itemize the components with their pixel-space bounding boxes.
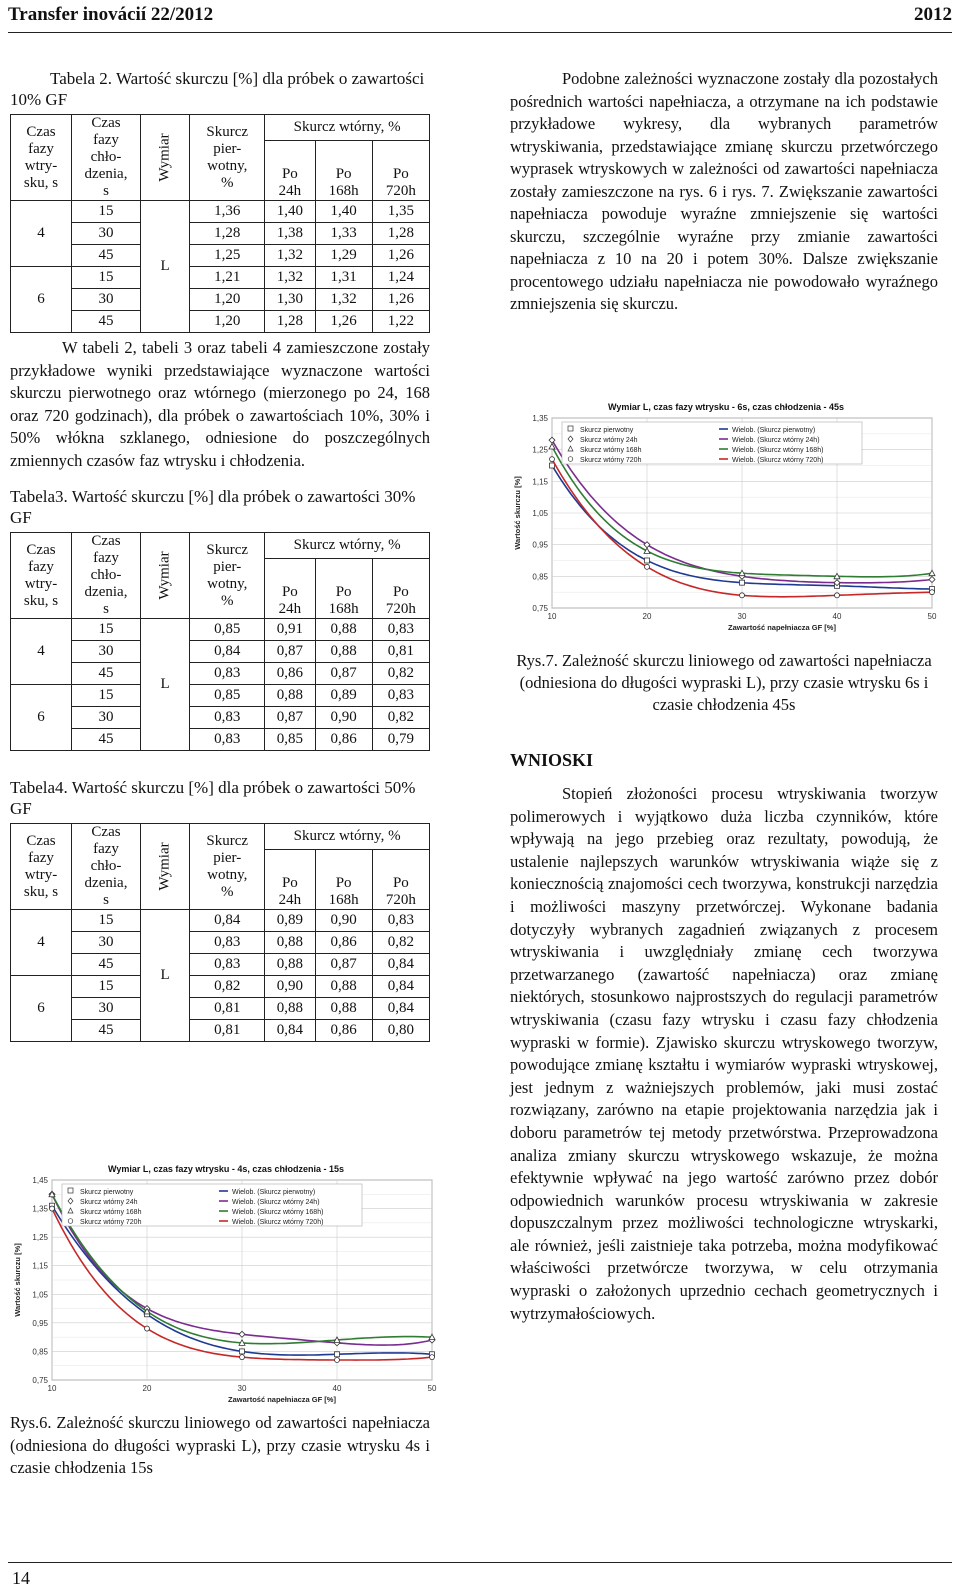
y-axis-label: Wartość skurczu [%] [513, 476, 522, 550]
cell-value: 0,86 [315, 1020, 372, 1042]
data-point [930, 590, 935, 595]
cell-value: 0,84 [372, 976, 429, 998]
right-column [510, 68, 938, 316]
table-row [11, 267, 430, 289]
cell-value: 0,85 [190, 619, 265, 641]
cell-chlodzenie: 30 [72, 289, 141, 311]
cell-value: 0,84 [190, 910, 265, 932]
chart6-title: Wymiar L, czas fazy wtrysku - 4s, czas chłodzenia - 15s [108, 1164, 344, 1174]
header-po-hours [315, 850, 372, 910]
hdr-line: fazy [93, 841, 119, 857]
cell-value: 0,88 [315, 641, 372, 663]
hdr-po: Po [392, 166, 409, 182]
figure6-chart [10, 1164, 442, 1410]
hdr-line: dzenia, [84, 166, 128, 182]
cell-value: 0,87 [265, 641, 315, 663]
hdr-line: wotny, [207, 866, 248, 883]
hdr-line: wotny, [207, 157, 248, 174]
header-po-hours [372, 559, 429, 619]
x-tick-label: 40 [832, 612, 842, 621]
table-row [11, 245, 430, 267]
hdr-hours: 24h [278, 183, 302, 199]
header-po-hours [315, 559, 372, 619]
hdr-line: pier- [213, 140, 242, 157]
x-tick-label: 30 [737, 612, 747, 621]
cell-value: 1,20 [190, 289, 265, 311]
fig7-caption: Rys.7. Zależność skurczu liniowego od zawartości napełniacza (odniesiona do długości wypraski L), przy czasie wtrysku 6s i czasie chłodzenia 45s [516, 651, 932, 714]
cell-value: 0,88 [315, 619, 372, 641]
hdr-line: sku, s [23, 592, 59, 609]
cell-wymiar: L [141, 619, 190, 751]
hdr-hours: 720h [385, 601, 416, 617]
y-axis-label: Wartość skurczu [%] [13, 1243, 22, 1317]
cell-wtrysk: 6 [11, 267, 72, 333]
wymiar-label: Wymiar [156, 551, 173, 600]
hdr-line: fazy [93, 132, 119, 148]
table2 [10, 114, 430, 333]
legend-label: Skurcz wtórny 168h [580, 447, 642, 454]
cell-value: 0,84 [372, 998, 429, 1020]
cell-value: 1,22 [372, 311, 429, 333]
hdr-line: Czas [26, 123, 56, 140]
x-axis-label: Zawartość napełniacza GF [%] [728, 623, 836, 632]
wnioski-title: WNIOSKI [510, 750, 594, 770]
cell-value: 0,90 [315, 707, 372, 729]
legend-label: Skurcz wtórny 720h [580, 457, 642, 464]
hdr-line: pier- [213, 558, 242, 575]
hdr-hours: 168h [328, 601, 359, 617]
y-tick-label: 0,85 [532, 572, 548, 582]
table-row [11, 223, 430, 245]
cell-value: 1,35 [372, 201, 429, 223]
header-po-hours [372, 850, 429, 910]
journal-title: Transfer inovácií 22/2012 [8, 4, 214, 25]
left-paragraph: W tabeli 2, tabeli 3 oraz tabeli 4 zamieszczone zostały przykładowe wyniki przedstawiające wyznaczone wartości skurczu pierwotnego oraz wtórnego (mierzonego po 24, 168 oraz 720 godzinach), dla próbek o zawartościach 10%, 30% i 50% włókna szklanego, odniesione do poszczególnych zmiennych czasów faz wtrysku i chłodzenia. [10, 338, 430, 470]
cell-value: 0,88 [265, 998, 315, 1020]
cell-value: 0,83 [190, 729, 265, 751]
header-skurcz-wtorny: Skurcz wtórny, % [265, 824, 430, 850]
x-tick-label: 10 [547, 612, 557, 621]
hdr-line: Czas [91, 533, 121, 549]
header-skurcz-wtorny: Skurcz wtórny, % [265, 115, 430, 141]
cell-value: 0,84 [190, 641, 265, 663]
cell-value: 0,83 [190, 663, 265, 685]
y-tick-label: 1,25 [532, 445, 548, 455]
cell-value: 1,21 [190, 267, 265, 289]
cell-value: 0,87 [315, 954, 372, 976]
hdr-line: wotny, [207, 575, 248, 592]
hdr-line: % [221, 174, 234, 191]
y-tick-label: 1,15 [532, 477, 548, 487]
x-tick-label: 30 [237, 1384, 247, 1393]
journal-year: 2012 [914, 4, 952, 25]
cell-value: 0,88 [265, 685, 315, 707]
y-tick-label: 0,85 [32, 1347, 48, 1357]
cell-value: 1,25 [190, 245, 265, 267]
wymiar-label: Wymiar [156, 133, 173, 182]
cell-chlodzenie: 15 [72, 685, 141, 707]
header-po-hours [265, 559, 315, 619]
legend-label: Wielob. (Skurcz wtórny 168h) [732, 447, 824, 454]
cell-value: 0,89 [315, 685, 372, 707]
hdr-line: Czas [91, 824, 121, 840]
cell-value: 1,32 [265, 267, 315, 289]
table-row [11, 619, 430, 641]
x-tick-label: 50 [427, 1384, 437, 1393]
hdr-line: wtry- [24, 866, 58, 883]
cell-chlodzenie: 15 [72, 201, 141, 223]
hdr-po: Po [335, 584, 352, 600]
hdr-po: Po [281, 875, 298, 891]
hdr-po: Po [281, 584, 298, 600]
cell-value: 1,36 [190, 201, 265, 223]
cell-value: 0,90 [315, 910, 372, 932]
hdr-line: fazy [93, 550, 119, 566]
legend-label: Skurcz wtórny 720h [80, 1219, 142, 1226]
cell-value: 0,84 [372, 954, 429, 976]
cell-value: 1,38 [265, 223, 315, 245]
cell-chlodzenie: 30 [72, 932, 141, 954]
wymiar-label: Wymiar [156, 842, 173, 891]
table-row [11, 729, 430, 751]
cell-value: 0,81 [190, 998, 265, 1020]
legend-label: Skurcz wtórny 24h [580, 437, 638, 444]
x-tick-label: 20 [142, 1384, 152, 1393]
data-point [550, 457, 555, 462]
header-skurcz-pierwotny [190, 824, 265, 910]
cell-value: 0,81 [372, 641, 429, 663]
cell-value: 0,82 [190, 976, 265, 998]
y-tick-label: 1,15 [32, 1261, 48, 1271]
legend-marker [68, 1188, 73, 1193]
y-tick-label: 0,75 [532, 604, 548, 613]
hdr-line: chło- [90, 567, 122, 583]
cell-chlodzenie: 45 [72, 954, 141, 976]
cell-chlodzenie: 30 [72, 998, 141, 1020]
legend-label: Wielob. (Skurcz wtórny 24h) [732, 437, 820, 444]
hdr-line: wtry- [24, 575, 58, 592]
fig6-caption: Rys.6. Zależność skurczu liniowego od zawartości napełniacza (odniesiona do długości wypraski L), przy czasie wtrysku 4s i czasie chłodzenia 15s [10, 1413, 430, 1477]
cell-value: 0,91 [265, 619, 315, 641]
table-row [11, 201, 430, 223]
cell-value: 1,30 [265, 289, 315, 311]
cell-value: 0,80 [372, 1020, 429, 1042]
y-tick-label: 1,45 [32, 1176, 48, 1185]
cell-value: 1,24 [372, 267, 429, 289]
header-czas-wtrysku [11, 533, 72, 619]
x-axis-label: Zawartość napełniacza GF [%] [228, 1395, 336, 1404]
cell-wymiar: L [141, 910, 190, 1042]
hdr-po: Po [392, 584, 409, 600]
table-row [11, 932, 430, 954]
hdr-line: wtry- [24, 157, 58, 174]
cell-value: 1,32 [315, 289, 372, 311]
table-row [11, 976, 430, 998]
cell-value: 1,26 [315, 311, 372, 333]
y-tick-label: 0,75 [32, 1376, 48, 1385]
chart7-title: Wymiar L, czas fazy wtrysku - 6s, czas chłodzenia - 45s [608, 402, 844, 412]
hdr-line: sku, s [23, 883, 59, 900]
cell-value: 0,86 [315, 932, 372, 954]
cell-value: 0,86 [265, 663, 315, 685]
cell-value: 1,26 [372, 245, 429, 267]
cell-chlodzenie: 15 [72, 619, 141, 641]
table-row [11, 641, 430, 663]
legend-label: Wielob. (Skurcz pierwotny) [232, 1189, 316, 1196]
data-point [645, 564, 650, 569]
cell-chlodzenie: 30 [72, 707, 141, 729]
cell-wtrysk: 6 [11, 976, 72, 1042]
chart6-svg [10, 1174, 442, 1408]
x-tick-label: 20 [642, 612, 652, 621]
table-row [11, 707, 430, 729]
hdr-line: % [221, 883, 234, 900]
legend-label: Skurcz pierwotny [80, 1189, 134, 1196]
table3-caption: Tabela3. Wartość skurczu [%] dla próbek o zawartości 30% GF [10, 487, 416, 527]
cell-value: 1,29 [315, 245, 372, 267]
cell-value: 0,88 [265, 932, 315, 954]
y-tick-label: 1,05 [32, 1290, 48, 1300]
legend-label: Wielob. (Skurcz wtórny 24h) [232, 1199, 320, 1206]
table-row [11, 1020, 430, 1042]
cell-value: 0,83 [372, 685, 429, 707]
cell-value: 1,28 [190, 223, 265, 245]
hdr-line: % [221, 592, 234, 609]
page-header [8, 2, 952, 33]
cell-value: 0,85 [265, 729, 315, 751]
hdr-po: Po [281, 166, 298, 182]
table2-caption: Tabela 2. Wartość skurczu [%] dla próbek o zawartości 10% GF [10, 69, 425, 109]
chart7-svg [510, 412, 942, 636]
hdr-line: sku, s [23, 174, 59, 191]
cell-value: 0,85 [190, 685, 265, 707]
cell-value: 0,81 [190, 1020, 265, 1042]
figure7-chart [510, 402, 942, 638]
table-row [11, 998, 430, 1020]
cell-value: 1,28 [372, 223, 429, 245]
hdr-line: fazy [28, 558, 54, 575]
cell-chlodzenie: 15 [72, 976, 141, 998]
hdr-line: Czas [91, 115, 121, 131]
x-tick-label: 40 [332, 1384, 342, 1393]
cell-value: 1,28 [265, 311, 315, 333]
cell-value: 0,87 [265, 707, 315, 729]
hdr-line: Skurcz [206, 832, 249, 849]
header-skurcz-pierwotny [190, 115, 265, 201]
hdr-hours: 24h [278, 601, 302, 617]
left-column [10, 68, 430, 1042]
cell-value: 1,40 [265, 201, 315, 223]
header-czas-wtrysku [11, 824, 72, 910]
data-point [645, 558, 650, 563]
legend-label: Wielob. (Skurcz wtórny 720h) [232, 1219, 324, 1226]
cell-value: 0,88 [265, 954, 315, 976]
cell-value: 0,90 [265, 976, 315, 998]
table-row [11, 954, 430, 976]
hdr-line: fazy [28, 140, 54, 157]
cell-wymiar: L [141, 201, 190, 333]
hdr-po: Po [335, 875, 352, 891]
data-point [240, 1349, 245, 1354]
hdr-line: dzenia, [84, 875, 128, 891]
hdr-line: Czas [26, 541, 56, 558]
cell-chlodzenie: 15 [72, 910, 141, 932]
cell-value: 1,20 [190, 311, 265, 333]
table-row [11, 685, 430, 707]
hdr-hours: 720h [385, 892, 416, 908]
legend-label: Wielob. (Skurcz wtórny 720h) [732, 457, 824, 464]
cell-value: 1,26 [372, 289, 429, 311]
table3 [10, 532, 430, 751]
y-tick-label: 0,95 [532, 540, 548, 550]
cell-chlodzenie: 45 [72, 245, 141, 267]
header-wymiar [141, 115, 190, 201]
cell-value: 0,82 [372, 932, 429, 954]
cell-value: 1,31 [315, 267, 372, 289]
hdr-hours: 168h [328, 892, 359, 908]
right-paragraph: Podobne zależności wyznaczone zostały dla pozostałych pośrednich wartości napełniacza, a otrzymane na ich podstawie przykładowe wykresy, dla wybranych parametrów wtryskiwania, przedstawiające zmianę skurczu przetwórczego wyprasek wtryskowych w zależności od zawartości napełniacza zostały zamieszczone na rys. 6 i rys. 7. Zwiększanie zawartości napełniacza powoduje wyraźne zmniejszenie się wartości skurczu, szczególnie wyraźne przy zmianie zawartości napełniacza z 10 na 20 i potem 30%. Dalsze zwiększanie procentowego udziału napełniacza nie powodowało wyraźnego zmniejszenia się skurczu. [510, 69, 938, 313]
x-tick-label: 10 [47, 1384, 57, 1393]
y-tick-label: 1,05 [532, 509, 548, 518]
cell-value: 0,83 [190, 954, 265, 976]
header-czas-chlodzenia [72, 115, 141, 201]
hdr-line: pier- [213, 849, 242, 866]
hdr-line: s [103, 183, 109, 199]
header-po-hours [372, 141, 429, 201]
cell-value: 0,88 [315, 976, 372, 998]
footer-line [8, 1562, 952, 1563]
cell-wtrysk: 6 [11, 685, 72, 751]
header-skurcz-pierwotny [190, 533, 265, 619]
cell-value: 1,40 [315, 201, 372, 223]
hdr-hours: 24h [278, 892, 302, 908]
y-tick-label: 0,95 [32, 1318, 48, 1328]
table-row [11, 910, 430, 932]
cell-value: 0,83 [190, 707, 265, 729]
x-tick-label: 50 [927, 612, 937, 621]
hdr-line: Czas [26, 832, 56, 849]
wnioski-text: Stopień złożoności procesu wtryskiwania tworzyw polimerowych i wyjątkowo duża liczba czynników, które wpływają na jego przebieg oraz rezultaty, powodują, że ustalenie najlepszych warunków wtryskiwania wiąże się z koniecznością znajomości cech tworzywa, konstrukcji narzędzia i możliwości maszyny przetwórczej. Wykonane badania dotyczyły wybranych zagadnień związanych z procesem wtryskiwania i uwzględniały zmianę cech tworzywa przetwarzanego (zawartość napełniacza) oraz zmianę niektórych, stosunkowo najprostszych do regulacji parametrów wtryskiwania (czasu fazy wtrysku i czasu fazy chłodzenia wypraski w formie). Zjawisko skurczu wtryskowego tworzyw, powodujące zmianę kształtu i wymiarów wypraski wtryskowej, jest jednym z ważniejszych problemów, jaki musi zostać rozwiązany, zarówno na etapie projektowania narzędzia jak i doboru parametrów tej metody przetwórstwa. Przeprowadzona analiza zmiany skurczu wtryskowego wskazuje, że można efektywnie wpływać na jego wartość zarówno przez dobór odpowiednich warunków procesu wtryskiwania w zakresie dopuszczalnym przez możliwości technologiczne wtryskarki, ale również, jeśli zaistnieje taka potrzeba, można modyfikować właściwości przetwórcze tworzywa, w celu otrzymania wypraski o założonych uprzednio cechach geometrycznych i wytrzymałościowych. [510, 784, 938, 1323]
table-row [11, 663, 430, 685]
y-tick-label: 1,25 [32, 1233, 48, 1243]
legend-marker [568, 457, 573, 462]
y-tick-label: 1,35 [32, 1204, 48, 1214]
cell-wtrysk: 4 [11, 910, 72, 976]
cell-chlodzenie: 45 [72, 729, 141, 751]
cell-wtrysk: 4 [11, 619, 72, 685]
hdr-line: fazy [28, 849, 54, 866]
cell-value: 0,89 [265, 910, 315, 932]
data-point [335, 1352, 340, 1357]
header-po-hours [265, 141, 315, 201]
cell-value: 0,83 [372, 619, 429, 641]
cell-value: 0,82 [372, 707, 429, 729]
hdr-hours: 168h [328, 183, 359, 199]
wnioski-section [510, 750, 938, 1325]
hdr-line: chło- [90, 149, 122, 165]
cell-value: 0,83 [190, 932, 265, 954]
cell-chlodzenie: 30 [72, 223, 141, 245]
header-czas-wtrysku [11, 115, 72, 201]
hdr-line: s [103, 892, 109, 908]
hdr-line: dzenia, [84, 584, 128, 600]
legend-marker [68, 1219, 73, 1224]
data-point [335, 1358, 340, 1363]
header-czas-chlodzenia [72, 533, 141, 619]
hdr-hours: 720h [385, 183, 416, 199]
hdr-line: s [103, 601, 109, 617]
legend-label: Wielob. (Skurcz pierwotny) [732, 427, 816, 434]
cell-value: 0,88 [315, 998, 372, 1020]
table4-caption: Tabela4. Wartość skurczu [%] dla próbek o zawartości 50% GF [10, 778, 416, 818]
cell-value: 1,33 [315, 223, 372, 245]
legend-marker [568, 426, 573, 431]
table-row [11, 311, 430, 333]
cell-value: 0,79 [372, 729, 429, 751]
data-point [835, 593, 840, 598]
y-tick-label: 1,35 [532, 414, 548, 423]
cell-chlodzenie: 45 [72, 1020, 141, 1042]
header-wymiar [141, 824, 190, 910]
data-point [740, 593, 745, 598]
legend-label: Skurcz wtórny 168h [80, 1209, 142, 1216]
data-point [430, 1355, 435, 1360]
data-point [740, 580, 745, 585]
header-po-hours [265, 850, 315, 910]
header-skurcz-wtorny: Skurcz wtórny, % [265, 533, 430, 559]
cell-value: 0,83 [372, 910, 429, 932]
cell-chlodzenie: 30 [72, 641, 141, 663]
hdr-line: Skurcz [206, 541, 249, 558]
table4 [10, 823, 430, 1042]
cell-value: 0,82 [372, 663, 429, 685]
data-point [145, 1326, 150, 1331]
hdr-line: Skurcz [206, 123, 249, 140]
hdr-line: chło- [90, 858, 122, 874]
data-point [50, 1206, 55, 1211]
legend-label: Wielob. (Skurcz wtórny 168h) [232, 1209, 324, 1216]
header-po-hours [315, 141, 372, 201]
hdr-po: Po [335, 166, 352, 182]
cell-chlodzenie: 45 [72, 311, 141, 333]
legend-label: Skurcz wtórny 24h [80, 1199, 138, 1206]
cell-chlodzenie: 15 [72, 267, 141, 289]
header-czas-chlodzenia [72, 824, 141, 910]
legend-label: Skurcz pierwotny [580, 427, 634, 434]
hdr-po: Po [392, 875, 409, 891]
cell-value: 0,87 [315, 663, 372, 685]
table-row [11, 289, 430, 311]
page-number: 14 [12, 1568, 30, 1588]
cell-value: 0,84 [265, 1020, 315, 1042]
cell-wtrysk: 4 [11, 201, 72, 267]
cell-value: 1,32 [265, 245, 315, 267]
header-wymiar [141, 533, 190, 619]
data-point [240, 1355, 245, 1360]
cell-value: 0,86 [315, 729, 372, 751]
cell-chlodzenie: 45 [72, 663, 141, 685]
